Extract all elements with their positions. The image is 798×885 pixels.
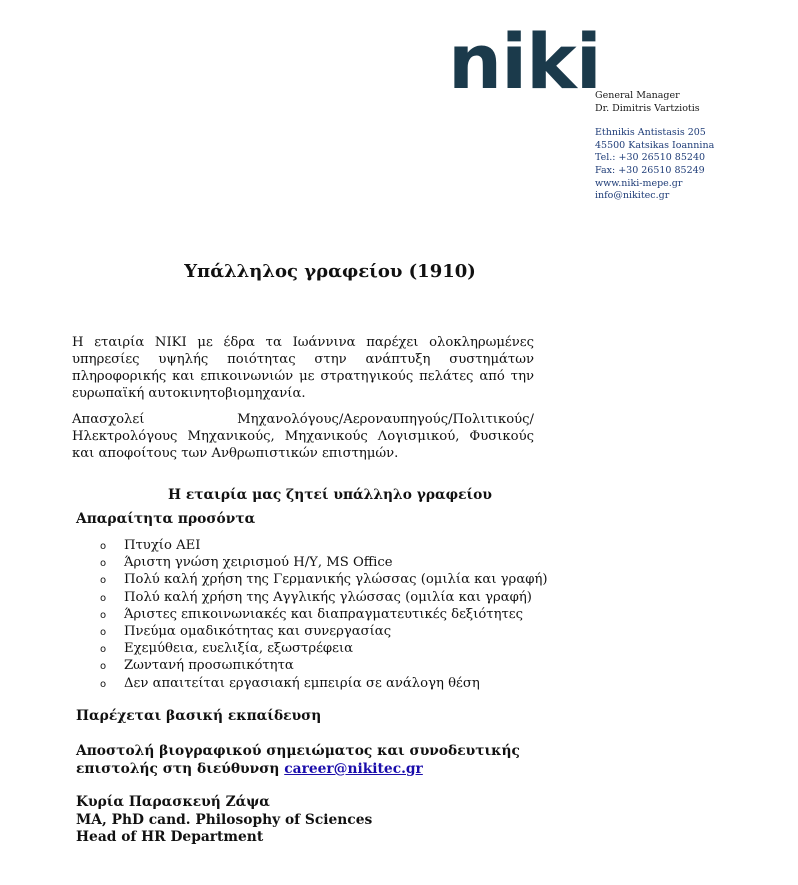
send-cv-instructions — [76, 743, 576, 778]
signature-block — [76, 794, 372, 847]
contact-block — [595, 90, 714, 203]
requirement-item — [100, 571, 548, 588]
document-title: Υπάλληλος γραφείου (1910) — [184, 261, 476, 282]
website: www.niki-mepe.gr — [595, 177, 683, 189]
requirement-text: Πολύ καλή χρήση της Αγγλικής γλώσσας (ομιλία και γραφή) — [124, 589, 532, 605]
requirement-text: Πνεύμα ομαδικότητας και συνεργασίας — [124, 623, 392, 639]
requirement-item — [100, 537, 548, 554]
requirements-list — [100, 537, 548, 692]
requirement-item — [100, 623, 548, 640]
signature-role: Head of HR Department — [76, 829, 264, 845]
fax-number: Fax: +30 26510 85249 — [595, 164, 705, 176]
company-logo: niki — [448, 17, 601, 106]
bullet-icon: o — [100, 558, 107, 570]
requirement-text: Δεν απαιτείται εργασιακή εμπειρία σε ανάλογη θέση — [124, 675, 480, 691]
requirement-item — [100, 657, 548, 674]
requirements-heading: Απαραίτητα προσόντα — [76, 511, 256, 527]
contact-email: info@nikitec.gr — [595, 190, 670, 202]
bullet-icon: o — [100, 541, 107, 552]
requirement-text: Ζωντανή προσωπικότητα — [124, 658, 294, 674]
bullet-icon: o — [100, 661, 107, 673]
requirement-text: Πολύ καλή χρήση της Γερμανικής γλώσσας (ομιλία και γραφή) — [124, 572, 548, 588]
bullet-icon: o — [100, 592, 107, 604]
signature-degree: MA, PhD cand. Philosophy of Sciences — [76, 811, 373, 828]
send-cv-text: Αποστολή βιογραφικού σημειώματος και συνοδευτικής επιστολής στη διεύθυνση — [76, 743, 520, 777]
requirement-text: Πτυχίο ΑΕΙ — [124, 538, 201, 553]
bullet-icon: o — [100, 575, 107, 587]
staff-paragraph: Απασχολεί Μηχανολόγους/Αεροναυπηγούς/Πολιτικούς/Ηλεκτρολόγους Μηχανικούς, Μηχανικούς Λογισμικού, Φυσικούς και αποφοίτους των Ανθρωπιστικών επιστημών. — [72, 412, 534, 461]
requirement-item — [100, 675, 548, 692]
bullet-icon: o — [100, 626, 107, 638]
bullet-icon: o — [100, 678, 107, 690]
signature-name: Κυρία Παρασκευή Ζάψα — [76, 794, 270, 810]
training-note: Παρέχεται βασική εκπαίδευση — [76, 708, 322, 724]
requirement-item — [100, 606, 548, 623]
address-city: 45500 Katsikas Ioannina — [595, 139, 715, 151]
career-email-link[interactable]: career@nikitec.gr — [284, 760, 423, 777]
intro-paragraph: Η εταιρία NIKI με έδρα τα Ιωάννινα παρέχει ολοκληρωμένες υπηρεσίες υψηλής ποιότητας στην ανάπτυξη συστημάτων πληροφορικής και επικοινωνιών με στρατηγικούς πελάτες από την ευρωπαϊκή αυτοκινητοβιομηχανία. — [72, 335, 534, 401]
bullet-icon: o — [100, 609, 107, 621]
requirement-item — [100, 589, 548, 606]
job-subheading: Η εταιρία μας ζητεί υπάλληλο γραφείου — [168, 487, 492, 503]
manager-name: Dr. Dimitris Vartziotis — [595, 102, 700, 114]
phone-number: Tel.: +30 26510 85240 — [595, 152, 706, 164]
requirement-item — [100, 554, 548, 571]
manager-role: General Manager — [595, 90, 680, 101]
requirement-text: Εχεμύθεια, ευελιξία, εξωστρέφεια — [124, 641, 354, 657]
requirement-text: Άριστη γνώση χειρισμού Η/Υ, MS Office — [124, 555, 393, 571]
bullet-icon: o — [100, 644, 107, 656]
requirement-text: Άριστες επικοινωνιακές και διαπραγματευτικές δεξιότητες — [124, 606, 524, 622]
address-street: Ethnikis Antistasis 205 — [595, 127, 706, 139]
requirement-item — [100, 640, 548, 657]
